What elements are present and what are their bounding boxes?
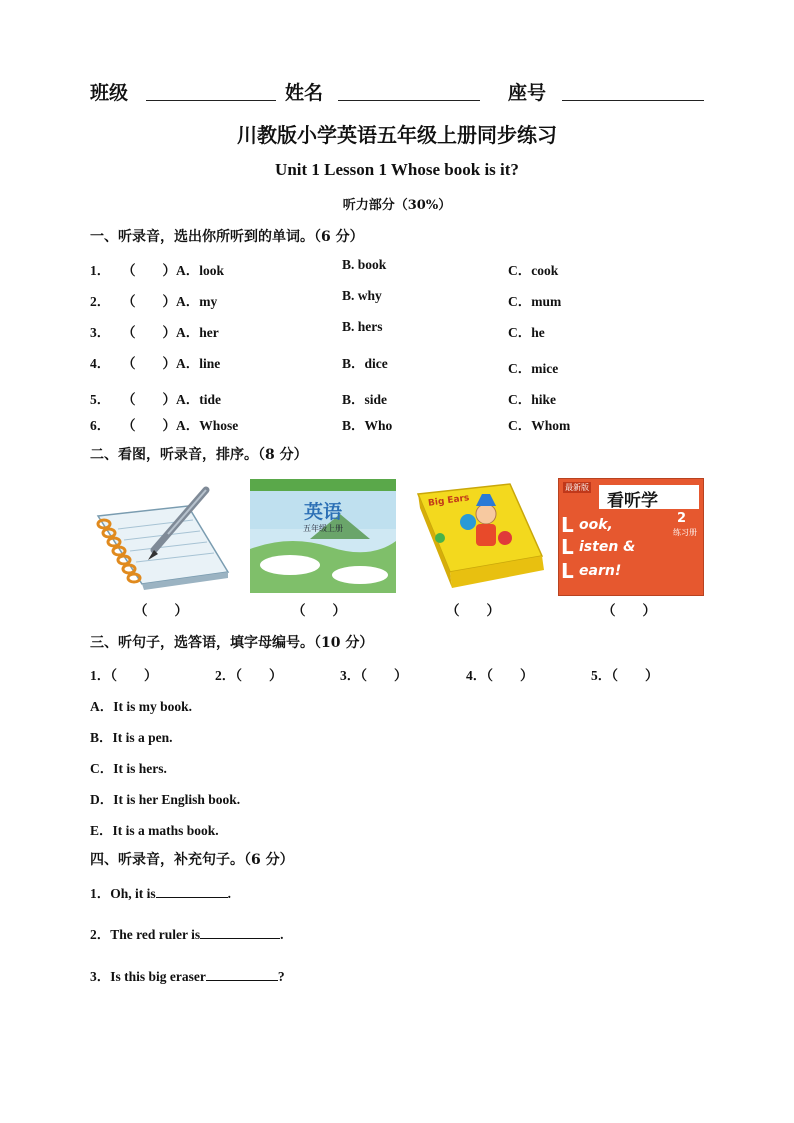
q1-option-b: B. book [342,257,387,272]
class-blank[interactable] [146,100,276,101]
q4-option-c: C．mice [508,361,559,376]
workbook-picture: 最新版 看听学 2 练习册 L ook, L isten & L earn! [558,478,704,596]
textbook-grade: 五年级上册 [303,524,343,533]
q6-option-a: A．Whose [176,418,239,433]
q2-option-a: A．my [176,294,218,309]
q4-option-b: B．dice [342,356,388,371]
storybook-picture [410,480,550,592]
q5-option-c: C．hike [508,392,557,407]
q5-option-b: B．side [342,392,388,407]
s4-item-3-blank[interactable] [206,968,278,981]
s4-item-3-punct: ? [277,969,285,984]
picture-2-paren[interactable]: （ ） [292,603,346,618]
s3-slot-5[interactable]: 5．（ ） [591,668,659,683]
q5-answer-paren[interactable]: （ ） [122,392,176,407]
q2-number: 2． [90,294,111,309]
s3-option-b: B．It is a pen. [90,730,173,745]
q1-option-c: C．cook [508,263,559,278]
s4-item-3 [90,965,285,985]
s4-item-2-text: 2．The red ruler is [90,927,201,942]
q1-answer-paren[interactable]: （ ） [122,263,176,278]
q5-number: 5． [90,392,111,407]
section-4-heading: 四、听录音，补充句子。（6 分） [90,852,294,868]
picture-1-paren[interactable]: （ ） [134,603,188,618]
name-blank[interactable] [338,100,480,101]
storybook-title: Big Ears [427,493,471,509]
seat-blank[interactable] [562,100,704,101]
q1-number: 1． [90,263,111,278]
q5-option-a: A．tide [176,392,221,407]
q1-option-a: A．look [176,263,225,278]
section-2-heading: 二、看图，听录音，排序。（8 分） [90,447,308,463]
s3-option-a: A．It is my book. [90,699,193,714]
s4-item-1-blank[interactable] [156,885,228,898]
s3-option-d: D．It is her English book. [90,792,241,807]
s3-slot-2[interactable]: 2．（ ） [215,668,283,683]
textbook-title: 英语 [303,501,342,523]
name-label: 姓名 [285,82,324,104]
q2-answer-paren[interactable]: （ ） [122,294,176,309]
page-subtitle: Unit 1 Lesson 1 Whose book is it? [275,160,519,179]
q6-option-b: B．Who [342,418,393,433]
picture-4-paren[interactable]: （ ） [602,603,656,618]
q3-option-a: A．her [176,325,219,340]
s4-item-2 [90,923,284,943]
workbook-number: 2 [677,511,687,526]
s4-item-1 [90,882,231,902]
workbook-line-1: ook, [579,517,613,533]
q6-option-c: C．Whom [508,418,571,433]
s4-item-3-text: 3．Is this big eraser [90,969,206,984]
workbook-badge: 最新版 [565,483,589,492]
q6-answer-paren[interactable]: （ ） [122,418,176,433]
s4-item-2-punct: . [280,927,284,942]
seat-label: 座号 [508,82,547,104]
q4-option-a: A．line [176,356,221,371]
workbook-line-2: isten & [579,539,636,555]
class-label: 班级 [90,82,129,104]
page-title: 川教版小学英语五年级上册同步练习 [237,123,557,147]
q2-option-b: B. why [342,288,382,303]
listening-part-label: 听力部分（30%） [342,198,452,213]
q2-option-c: C．mum [508,294,562,309]
q3-answer-paren[interactable]: （ ） [122,325,176,340]
s3-slot-4[interactable]: 4．（ ） [466,668,534,683]
q6-number: 6． [90,418,111,433]
workbook-line-3: earn! [579,563,622,579]
picture-3-paren[interactable]: （ ） [446,603,500,618]
section-3-heading: 三、听句子，选答语，填字母编号。（10 分） [90,635,374,651]
s3-option-e: E．It is a maths book. [90,823,219,838]
s3-slot-1[interactable]: 1．（ ） [90,668,158,683]
workbook-subtitle: 练习册 [673,528,697,537]
q3-number: 3． [90,325,111,340]
s4-item-1-text: 1．Oh, it is [90,886,156,901]
q3-option-c: C．he [508,325,545,340]
english-textbook-picture [250,479,396,593]
q4-answer-paren[interactable]: （ ） [122,356,176,371]
s3-slot-3[interactable]: 3．（ ） [340,668,408,683]
q3-option-b: B. hers [342,319,383,334]
q4-number: 4． [90,356,111,371]
workbook-title: 看听学 [607,491,658,511]
section-1-heading: 一、听录音，选出你所听到的单词。（6 分） [90,229,364,245]
s3-option-c: C．It is hers. [90,761,167,776]
s4-item-1-punct: . [227,886,232,901]
s4-item-2-blank[interactable] [200,926,280,939]
notebook-picture [88,484,238,594]
